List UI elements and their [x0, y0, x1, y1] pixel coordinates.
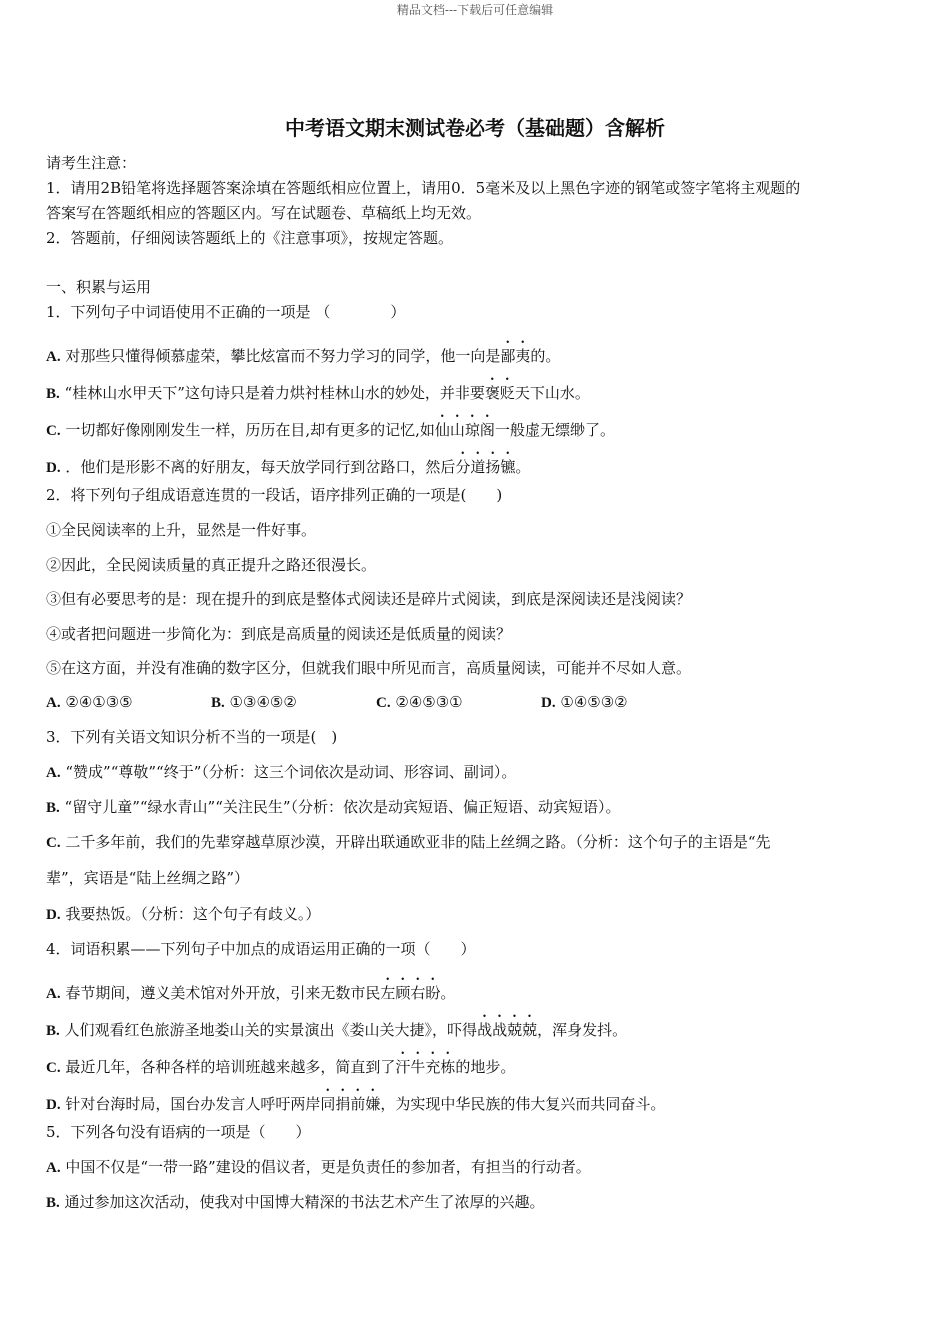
option-text: ②④①③⑤ [65, 693, 133, 711]
question-1-option-a [46, 338, 906, 366]
option-label: D. [46, 1097, 61, 1113]
option-text: 人们观看红色旅游圣地娄山关的实景演出《娄山关大捷》，吓得 [64, 1021, 478, 1039]
dotted-word: 鄙夷 [500, 347, 531, 365]
page-header: 精品文档---下载后可任意编辑 [396, 3, 554, 17]
question-5-option-b [46, 1193, 906, 1212]
dotted-word: 褒贬 [484, 384, 515, 402]
option-text: ，为实现中华民族的伟大复兴而共同奋斗。 [380, 1095, 666, 1113]
question-3-option-b [46, 798, 906, 817]
option-label: C. [376, 695, 391, 711]
question-4-option-c [46, 1049, 906, 1077]
dotted-word: 战战兢兢 [477, 1021, 538, 1039]
choice-d [541, 693, 706, 712]
question-4-option-d [46, 1086, 906, 1114]
question-2-stem: 2．将下列句子组成语意连贯的一段话，语序排列正确的一项是( ) [46, 486, 503, 504]
option-label: B. [46, 386, 60, 402]
question-2-sentence-4: ④或者把问题进一步简化为：到底是高质量的阅读还是低质量的阅读？ [46, 625, 512, 643]
question-3-option-d [46, 905, 906, 924]
option-text: 最近几年，各种各样的培训班越来越多，简直到了 [65, 1058, 396, 1076]
option-text: 春节期间，遵义美术馆对外开放，引来无数市民 [65, 984, 381, 1002]
option-label: C. [46, 835, 61, 851]
option-label: B. [211, 695, 225, 711]
option-text: 通过参加这次活动，使我对中国博大精深的书法艺术产生了浓厚的兴趣。 [64, 1193, 545, 1211]
question-5-option-a [46, 1158, 906, 1177]
option-text: 的。 [530, 347, 561, 365]
option-text: ①③④⑤② [229, 693, 297, 711]
option-text: “留守儿童”“绿水青山”“关注民生”（分析：依次是动宾短语、偏正短语、动宾短语）。 [64, 798, 621, 816]
option-label: A. [46, 765, 61, 781]
option-text: “赞成”“尊敬”“终于”（分析：这三个词依次是动词、形容词、副词）。 [65, 763, 517, 781]
question-4-option-a [46, 975, 906, 1003]
option-text: 针对台海时局，国台办发言人呼吁两岸 [65, 1095, 321, 1113]
option-label: C. [46, 1060, 61, 1076]
question-3-option-a [46, 763, 906, 782]
option-label: D. [541, 695, 556, 711]
question-2-sentence-3: ③但有必要思考的是：现在提升的到底是整体式阅读还是碎片式阅读，到底是深阅读还是浅阅读？ [46, 590, 692, 608]
question-4-stem: 4．词语积累——下列句子中加点的成语运用正确的一项（ ） [46, 940, 476, 958]
option-text: 中国不仅是“一带一路”建设的倡议者，更是负责任的参加者，有担当的行动者。 [65, 1158, 591, 1176]
question-1-stem: 1．下列句子中词语使用不正确的一项是 （ ） [46, 303, 406, 321]
option-text: 。 [440, 984, 456, 1002]
option-label: A. [46, 349, 61, 365]
choice-a [46, 693, 211, 712]
option-text: ①④⑤③② [560, 693, 628, 711]
option-text: 对那些只懂得倾慕虚荣，攀比炫富而不努力学习的同学，他一向是 [65, 347, 501, 365]
option-label: C. [46, 423, 61, 439]
option-text: 。 [515, 458, 531, 476]
question-3-stem: 3．下列有关语文知识分析不当的一项是( ) [46, 728, 338, 746]
question-3-option-c-cont: 辈”，宾语是“陆上丝绸之路”） [46, 869, 250, 887]
option-text: 的地步。 [455, 1058, 516, 1076]
section-heading: 一、积累与运用 [46, 278, 152, 296]
choice-b [211, 693, 376, 712]
option-text: 我要热饭。（分析：这个句子有歧义。） [65, 905, 321, 923]
option-label: A. [46, 1160, 61, 1176]
choice-c [376, 693, 541, 712]
option-text: “桂林山水甲天下”这句诗只是着力烘衬桂林山水的妙处，并非要 [64, 384, 485, 402]
dotted-word: 左顾右盼 [380, 984, 441, 1002]
option-text: 天下山水。 [514, 384, 590, 402]
question-5-stem: 5．下列各句没有语病的一项是（ ） [46, 1123, 311, 1141]
option-text: ．他们是形影不离的好朋友，每天放学同行到岔路口，然后 [65, 458, 456, 476]
dotted-word: 汗牛充栋 [395, 1058, 456, 1076]
option-label: A. [46, 695, 61, 711]
question-3-option-c [46, 833, 906, 852]
option-label: A. [46, 986, 61, 1002]
question-1-option-d [46, 449, 906, 477]
option-label: D. [46, 460, 61, 476]
notice-item-2: 2．答题前，仔细阅读答题纸上的《注意事项》，按规定答题。 [46, 229, 454, 247]
option-text: ，浑身发抖。 [537, 1021, 628, 1039]
option-label: D. [46, 907, 61, 923]
page-title: 中考语文期末测试卷必考（基础题）含解析 [285, 116, 665, 140]
question-2-sentence-2: ②因此，全民阅读质量的真正提升之路还很漫长。 [46, 556, 377, 574]
notice-item-1-cont: 答案写在答题纸相应的答题区内。写在试题卷、草稿纸上均无效。 [46, 204, 482, 222]
option-text: 二千多年前，我们的先辈穿越草原沙漠，开辟出联通欧亚非的陆上丝绸之路。（分析：这个句子的主语是“先 [65, 833, 771, 851]
question-2-sentence-5: ⑤在这方面，并没有准确的数字区分，但就我们眼中所见而言，高质量阅读，可能并不尽如人意。 [46, 659, 692, 677]
question-1-option-b [46, 375, 906, 403]
question-2-sentence-1: ①全民阅读率的上升，显然是一件好事。 [46, 521, 317, 539]
option-text: 一切都好像刚刚发生一样，历历在目,却有更多的记忆,如 [65, 421, 435, 439]
option-text: ②④⑤③① [395, 693, 463, 711]
question-4-option-b [46, 1012, 906, 1040]
dotted-word: 仙山琼阁 [434, 421, 495, 439]
option-text: 一般虚无缥缈了。 [494, 421, 615, 439]
option-label: B. [46, 1023, 60, 1039]
dotted-word: 分道扬镳 [455, 458, 516, 476]
notice-heading: 请考生注意： [46, 154, 137, 172]
option-label: B. [46, 800, 60, 816]
question-1-option-c [46, 412, 906, 440]
option-label: B. [46, 1195, 60, 1211]
question-2-choices [46, 693, 906, 712]
dotted-word: 同捐前嫌 [320, 1095, 381, 1113]
notice-item-1: 1．请用2B铅笔将选择题答案涂填在答题纸相应位置上，请用0．5毫米及以上黑色字迹的钢笔或签字笔将主观题的 [46, 179, 801, 197]
